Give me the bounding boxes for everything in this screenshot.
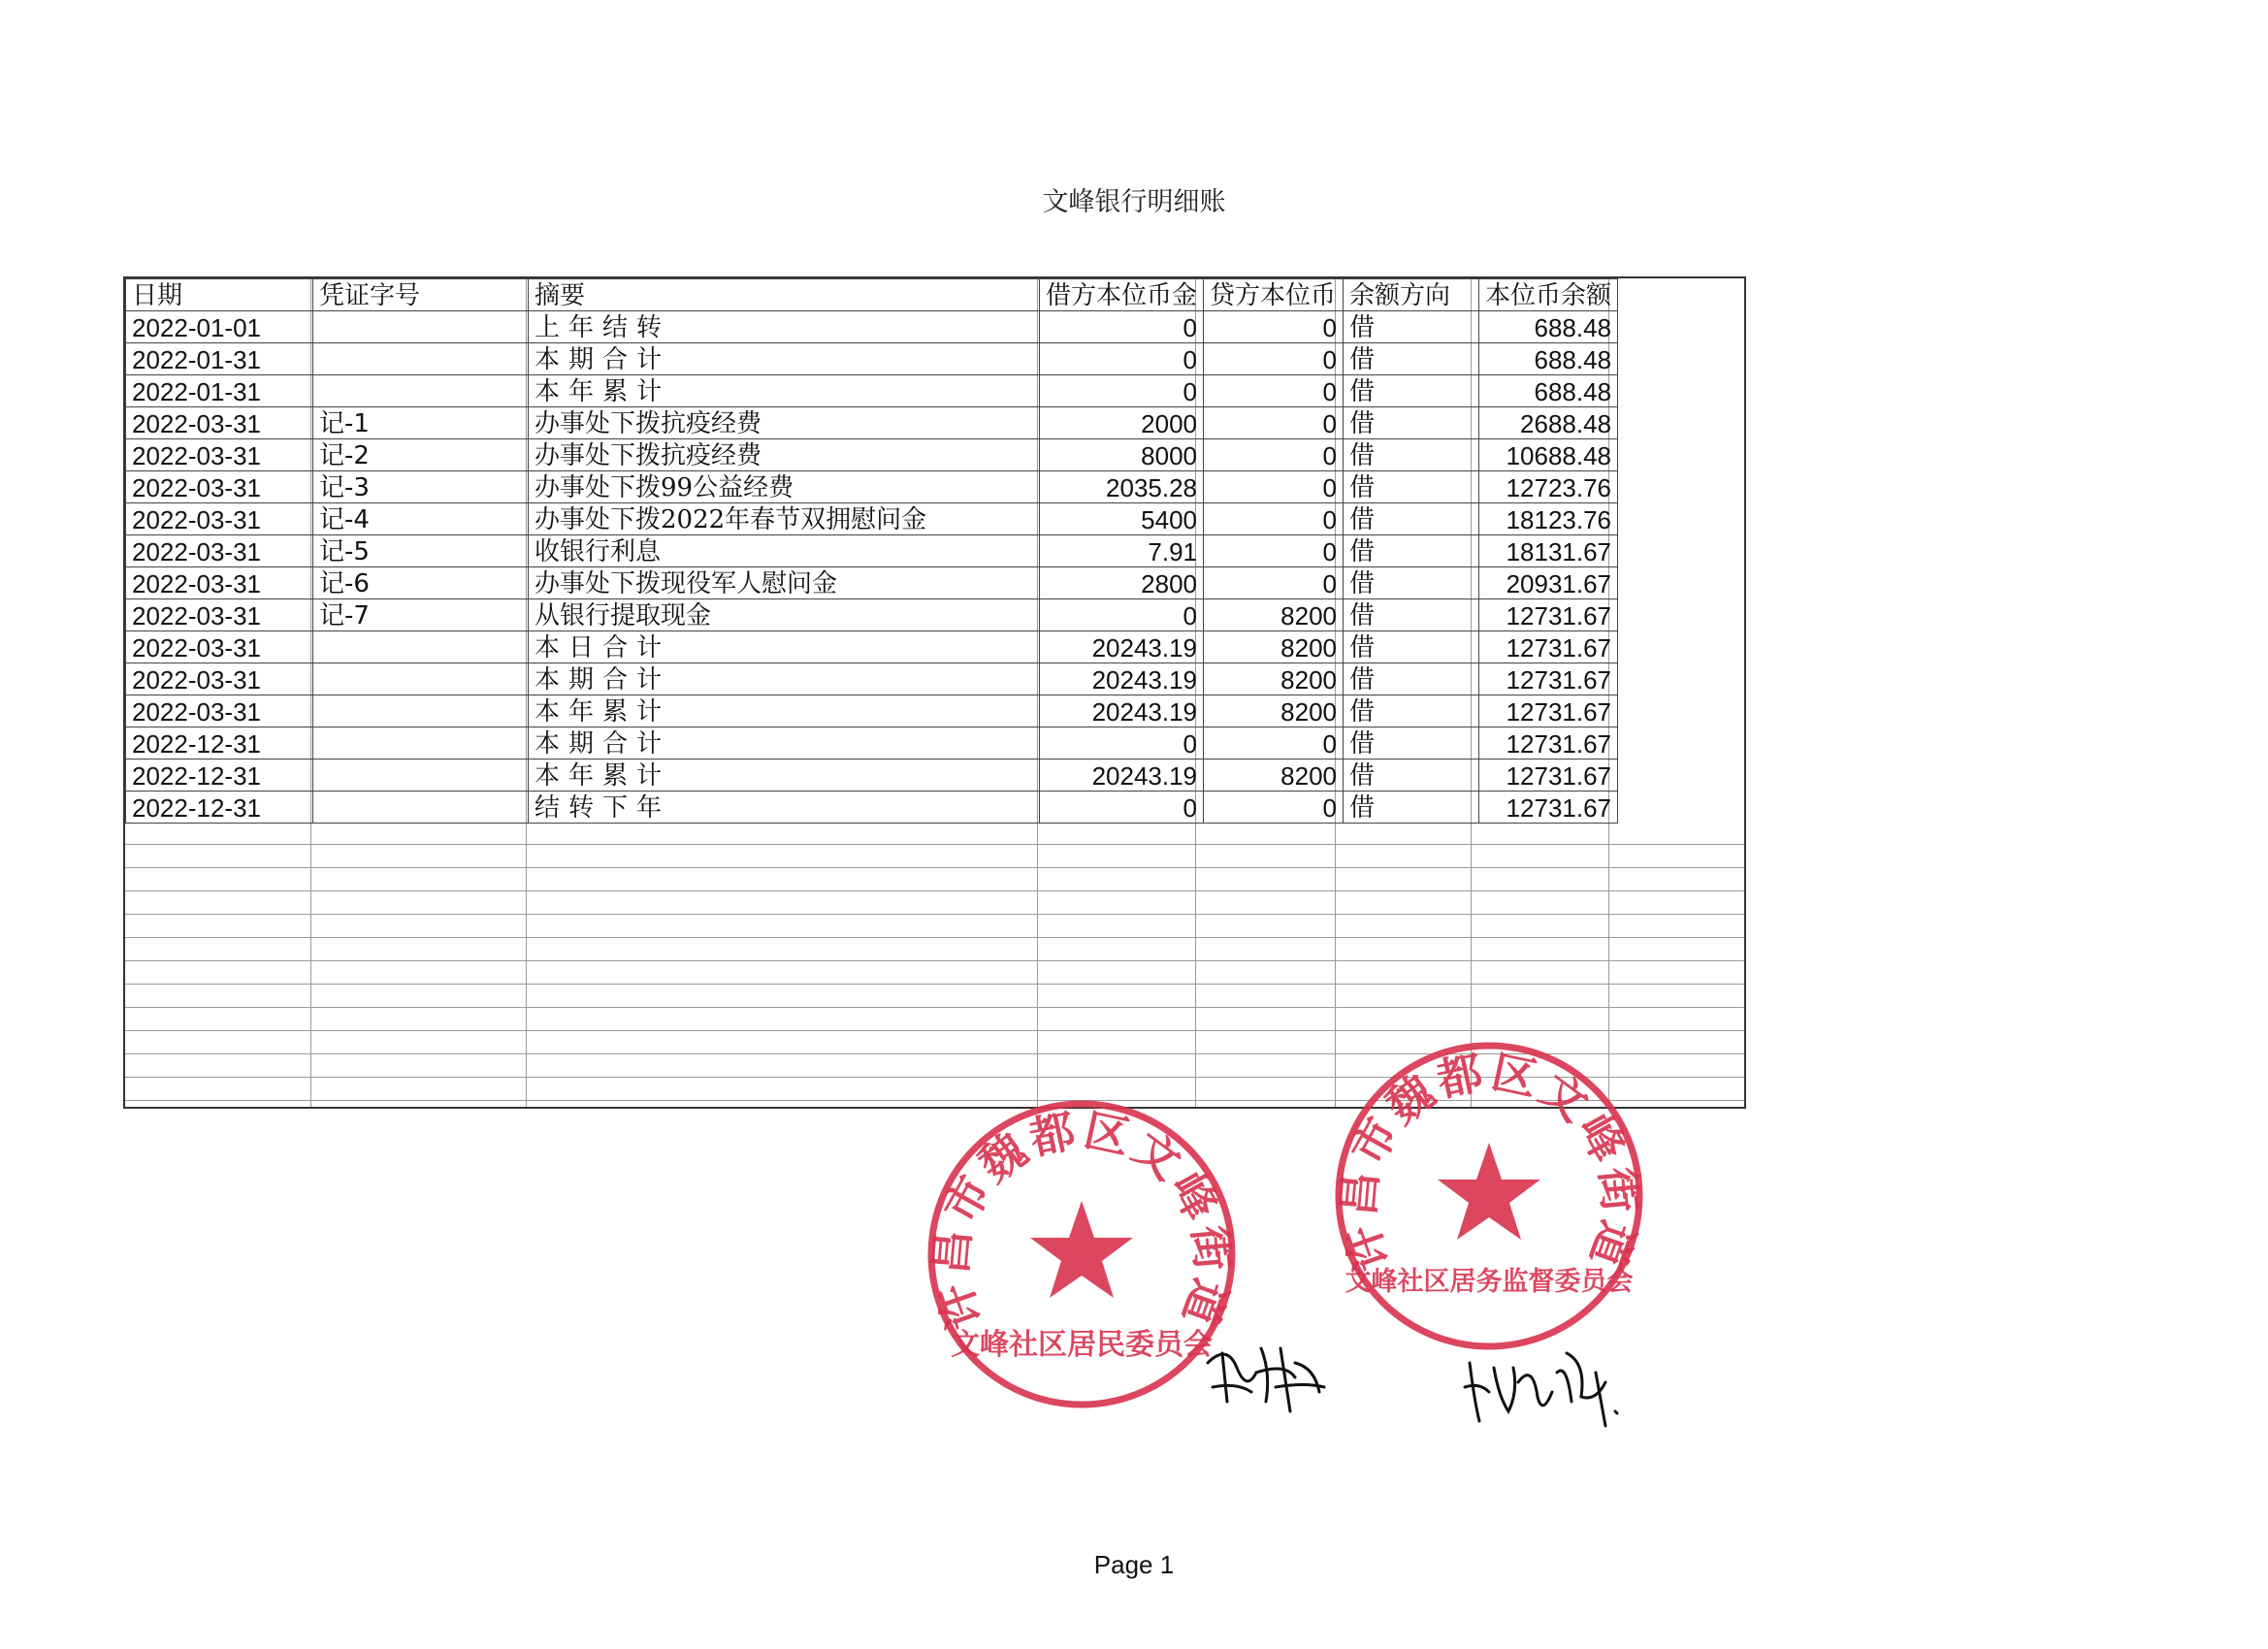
cell-date: 2022-03-31 [126, 439, 313, 471]
table-row [126, 375, 1618, 407]
cell-date: 2022-03-31 [126, 631, 313, 663]
cell-date: 2022-12-31 [126, 728, 313, 760]
cell-summary: 办事处下拨2022年春节双拥慰问金 [529, 503, 1040, 535]
cell-direction: 借 [1344, 343, 1479, 375]
cell-direction: 借 [1344, 311, 1479, 343]
cell-balance: 18123.76 [1479, 503, 1618, 535]
table-row [126, 567, 1618, 599]
cell-credit: 0 [1204, 792, 1344, 824]
grid-line [125, 867, 1744, 868]
cell-credit: 0 [1204, 471, 1344, 503]
cell-date: 2022-03-31 [126, 407, 313, 439]
cell-summary: 本日合计 [529, 631, 1040, 663]
table-row [126, 728, 1618, 760]
cell-voucher [313, 760, 529, 792]
cell-direction: 借 [1344, 439, 1479, 471]
grid-line [125, 937, 1744, 938]
grid-line [125, 1030, 1744, 1031]
star-icon [1438, 1143, 1540, 1240]
cell-debit: 2800 [1040, 567, 1204, 599]
cell-voucher [313, 695, 529, 728]
table-row [126, 760, 1618, 792]
cell-direction: 借 [1344, 503, 1479, 535]
cell-direction: 借 [1344, 792, 1479, 824]
cell-date: 2022-12-31 [126, 760, 313, 792]
cell-direction: 借 [1344, 567, 1479, 599]
cell-voucher: 记-4 [313, 503, 529, 535]
cell-balance: 12731.67 [1479, 728, 1618, 760]
cell-summary: 本年累计 [529, 695, 1040, 728]
cell-summary: 上年结转 [529, 311, 1040, 343]
cell-date: 2022-03-31 [126, 599, 313, 631]
cell-voucher: 记-6 [313, 567, 529, 599]
cell-date: 2022-03-31 [126, 471, 313, 503]
ledger-table [123, 276, 1746, 1109]
cell-date: 2022-03-31 [126, 503, 313, 535]
cell-date: 2022-12-31 [126, 792, 313, 824]
cell-credit: 0 [1204, 535, 1344, 567]
cell-debit: 0 [1040, 343, 1204, 375]
header-voucher: 凭证字号 [313, 279, 529, 311]
cell-credit: 0 [1204, 375, 1344, 407]
cell-voucher [313, 375, 529, 407]
cell-credit: 8200 [1204, 599, 1344, 631]
signature-2 [1460, 1343, 1635, 1440]
table-row [126, 471, 1618, 503]
cell-balance: 12723.76 [1479, 471, 1618, 503]
cell-balance: 12731.67 [1479, 599, 1618, 631]
table-row [126, 663, 1618, 695]
cell-credit: 8200 [1204, 663, 1344, 695]
cell-summary: 办事处下拨抗疫经费 [529, 439, 1040, 471]
cell-balance: 12731.67 [1479, 760, 1618, 792]
cell-debit: 20243.19 [1040, 663, 1204, 695]
cell-balance: 12731.67 [1479, 792, 1618, 824]
seal-1-outer-text: 许昌市魏都区文峰街道 [923, 1103, 1240, 1337]
cell-direction: 借 [1344, 471, 1479, 503]
cell-debit: 0 [1040, 728, 1204, 760]
cell-voucher [313, 663, 529, 695]
cell-debit: 0 [1040, 792, 1204, 824]
cell-direction: 借 [1344, 631, 1479, 663]
table-row [126, 407, 1618, 439]
ledger-rows [125, 278, 1618, 824]
cell-date: 2022-01-01 [126, 311, 313, 343]
grid-line [125, 984, 1744, 985]
cell-voucher [313, 631, 529, 663]
cell-debit: 0 [1040, 599, 1204, 631]
cell-credit: 0 [1204, 311, 1344, 343]
cell-balance: 12731.67 [1479, 631, 1618, 663]
seal-1-inner-text: 文峰社区居民委员会 [951, 1328, 1213, 1362]
cell-date: 2022-03-31 [126, 663, 313, 695]
cell-debit: 20243.19 [1040, 695, 1204, 728]
cell-direction: 借 [1344, 407, 1479, 439]
page-number: Page 1 [1093, 1550, 1175, 1579]
cell-debit: 0 [1040, 375, 1204, 407]
table-row [126, 535, 1618, 567]
document-title: 文峰银行明细账 [1042, 187, 1226, 217]
cell-direction: 借 [1344, 728, 1479, 760]
cell-balance: 18131.67 [1479, 535, 1618, 567]
cell-direction: 借 [1344, 760, 1479, 792]
cell-summary: 本年累计 [529, 375, 1040, 407]
cell-balance: 688.48 [1479, 375, 1618, 407]
seal-2-outer-text: 许昌市魏都区文峰街道 [1331, 1045, 1647, 1278]
grid-line [125, 914, 1744, 915]
table-row [126, 503, 1618, 535]
cell-voucher: 记-1 [313, 407, 529, 439]
cell-debit: 8000 [1040, 439, 1204, 471]
signature-1 [1198, 1334, 1334, 1421]
cell-credit: 0 [1204, 343, 1344, 375]
table-row [126, 343, 1618, 375]
cell-credit: 0 [1204, 439, 1344, 471]
cell-voucher [313, 311, 529, 343]
grid-line [125, 844, 1744, 845]
header-summary: 摘要 [529, 279, 1040, 311]
cell-date: 2022-01-31 [126, 343, 313, 375]
cell-direction: 借 [1344, 599, 1479, 631]
cell-summary: 从银行提取现金 [529, 599, 1040, 631]
cell-debit: 5400 [1040, 503, 1204, 535]
cell-credit: 0 [1204, 567, 1344, 599]
cell-balance: 2688.48 [1479, 407, 1618, 439]
cell-voucher [313, 792, 529, 824]
table-row [126, 631, 1618, 663]
header-credit: 贷方本位币 [1204, 279, 1344, 311]
cell-debit: 20243.19 [1040, 760, 1204, 792]
cell-debit: 7.91 [1040, 535, 1204, 567]
star-icon [1030, 1201, 1133, 1298]
cell-voucher [313, 343, 529, 375]
table-row [126, 599, 1618, 631]
cell-voucher: 记-2 [313, 439, 529, 471]
table-row [126, 439, 1618, 471]
seal-supervision-committee [1329, 1036, 1649, 1356]
table-row [126, 695, 1618, 728]
cell-balance: 688.48 [1479, 343, 1618, 375]
table-row [126, 311, 1618, 343]
cell-balance: 10688.48 [1479, 439, 1618, 471]
cell-balance: 688.48 [1479, 311, 1618, 343]
cell-credit: 8200 [1204, 760, 1344, 792]
header-debit: 借方本位币金 [1040, 279, 1204, 311]
cell-direction: 借 [1344, 695, 1479, 728]
cell-debit: 20243.19 [1040, 631, 1204, 663]
header-direction: 余额方向 [1344, 279, 1479, 311]
cell-credit: 8200 [1204, 631, 1344, 663]
cell-summary: 办事处下拨现役军人慰问金 [529, 567, 1040, 599]
cell-voucher: 记-5 [313, 535, 529, 567]
cell-credit: 8200 [1204, 695, 1344, 728]
seal-2-inner-text: 文峰社区居务监督委员会 [1345, 1267, 1634, 1297]
table-row [126, 792, 1618, 824]
cell-balance: 20931.67 [1479, 567, 1618, 599]
cell-summary: 本期合计 [529, 663, 1040, 695]
cell-debit: 2035.28 [1040, 471, 1204, 503]
cell-credit: 0 [1204, 503, 1344, 535]
cell-date: 2022-03-31 [126, 535, 313, 567]
cell-credit: 0 [1204, 407, 1344, 439]
seal-residents-committee [922, 1094, 1242, 1414]
cell-summary: 本期合计 [529, 728, 1040, 760]
cell-summary: 本期合计 [529, 343, 1040, 375]
cell-summary: 本年累计 [529, 760, 1040, 792]
grid-line [125, 890, 1744, 891]
cell-voucher: 记-3 [313, 471, 529, 503]
cell-date: 2022-03-31 [126, 567, 313, 599]
cell-direction: 借 [1344, 375, 1479, 407]
header-balance: 本位币余额 [1479, 279, 1618, 311]
grid-line [125, 960, 1744, 961]
cell-balance: 12731.67 [1479, 663, 1618, 695]
cell-voucher [313, 728, 529, 760]
cell-debit: 0 [1040, 311, 1204, 343]
cell-summary: 办事处下拨99公益经费 [529, 471, 1040, 503]
cell-voucher: 记-7 [313, 599, 529, 631]
cell-summary: 收银行利息 [529, 535, 1040, 567]
cell-debit: 2000 [1040, 407, 1204, 439]
cell-summary: 结转下年 [529, 792, 1040, 824]
cell-direction: 借 [1344, 663, 1479, 695]
cell-summary: 办事处下拨抗疫经费 [529, 407, 1040, 439]
cell-credit: 0 [1204, 728, 1344, 760]
header-row [126, 279, 1618, 311]
grid-line [125, 1007, 1744, 1008]
cell-balance: 12731.67 [1479, 695, 1618, 728]
cell-date: 2022-03-31 [126, 695, 313, 728]
cell-direction: 借 [1344, 535, 1479, 567]
header-date: 日期 [126, 279, 313, 311]
cell-date: 2022-01-31 [126, 375, 313, 407]
